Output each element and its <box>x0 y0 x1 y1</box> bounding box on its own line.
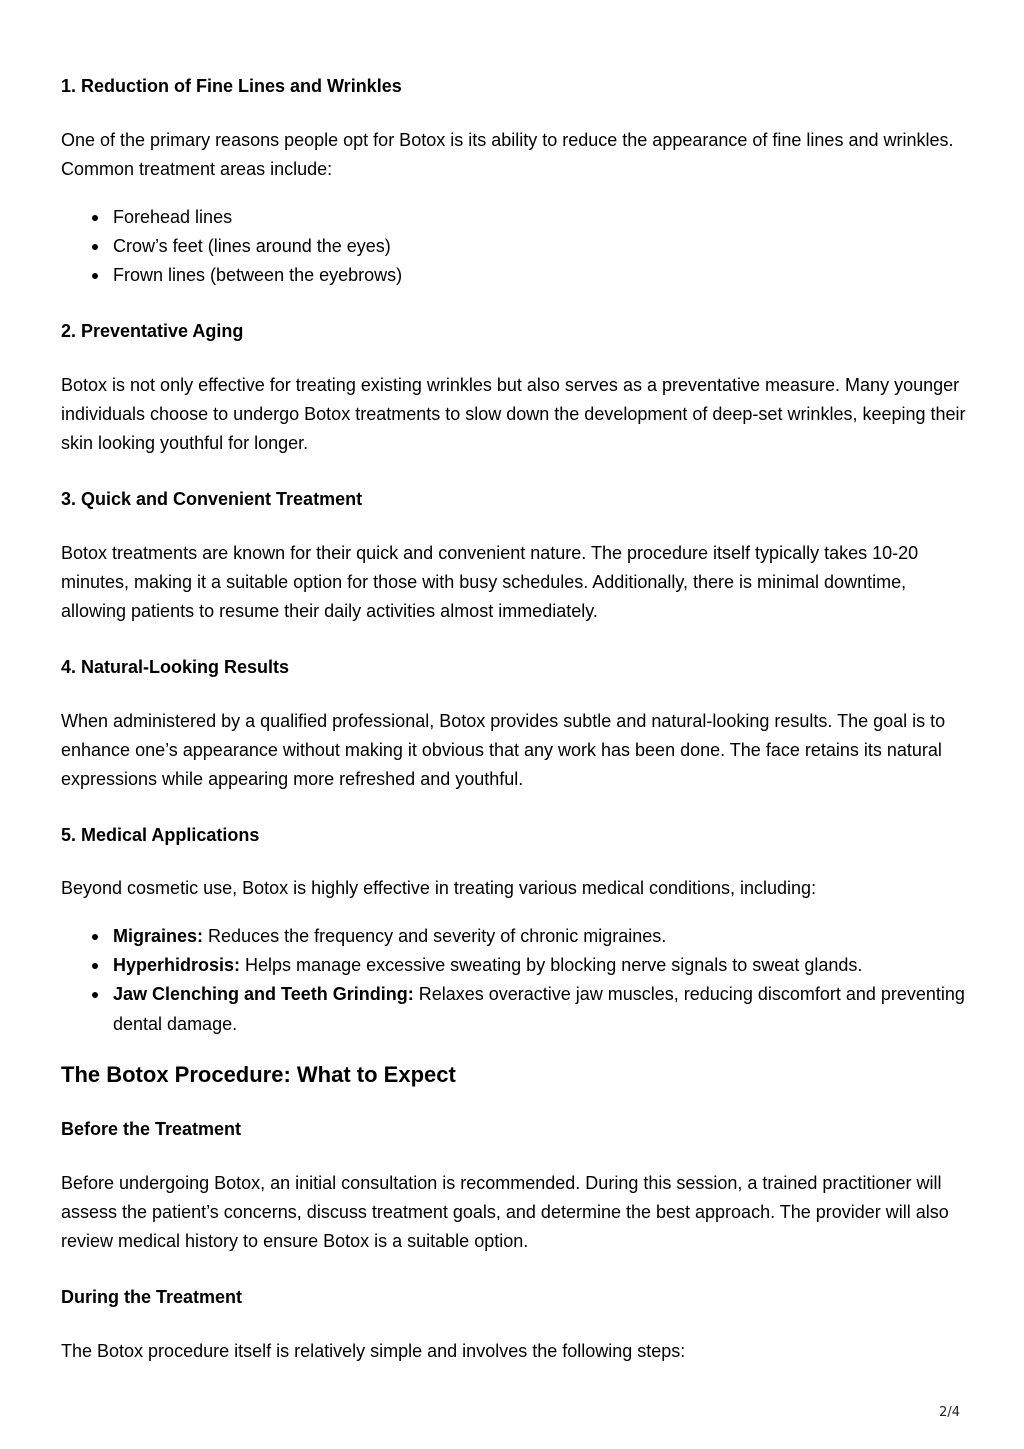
page-number: 2/4 <box>939 1405 960 1420</box>
bullet-icon <box>92 244 98 250</box>
before-treatment-body: Before undergoing Botox, an initial consultation is recommended. During this session, a trained practitioner will assess the patient’s concerns, discuss treatment goals, and determine the best approach. The provider will also review medical history to ensure Botox is a suitable option. <box>61 1173 949 1252</box>
list-item: Migraines: Reduces the frequency and severity of chronic migraines. <box>61 922 966 951</box>
section-body-quick: Botox treatments are known for their quick and convenient nature. The procedure itself typically takes 10-20 minutes, making it a suitable option for those with busy schedules. Additionally, there is minimal downtime, allowing patients to resume their daily activities almost immediately. <box>61 543 919 622</box>
bullet-icon <box>92 992 98 998</box>
list-item: Hyperhidrosis: Helps manage excessive sweating by blocking nerve signals to sweat glands. <box>61 951 966 980</box>
bullet-icon <box>92 273 98 279</box>
bullet-icon <box>92 215 98 221</box>
section-heading-reduction: 1. Reduction of Fine Lines and Wrinkles <box>61 76 402 96</box>
section-body-preventative: Botox is not only effective for treating existing wrinkles but also serves as a preventative measure. Many younger individuals choose to undergo Botox treatments to slow down the development of deep-set wrinkles, keeping their skin looking youthful for longer. <box>61 375 966 454</box>
section-body-natural: When administered by a qualified professional, Botox provides subtle and natural-looking results. The goal is to enhance one’s appearance without making it obvious that any work has been done. The face retains its natural expressions while appearing more refreshed and youthful. <box>61 711 946 790</box>
list-item: Jaw Clenching and Teeth Grinding: Relaxes overactive jaw muscles, reducing discomfort and preventing dental damage. <box>61 980 966 1038</box>
procedure-heading: The Botox Procedure: What to Expect <box>61 1062 456 1087</box>
medical-applications-list <box>61 922 966 1039</box>
bullet-icon <box>92 963 98 969</box>
section-body-reduction: One of the primary reasons people opt for Botox is its ability to reduce the appearance of fine lines and wrinkles. Common treatment areas include: <box>61 130 954 180</box>
during-treatment-body: The Botox procedure itself is relatively simple and involves the following steps: <box>61 1341 686 1361</box>
before-treatment-heading: Before the Treatment <box>61 1119 242 1139</box>
list-item: Forehead lines <box>61 203 966 232</box>
section-heading-quick: 3. Quick and Convenient Treatment <box>61 489 363 509</box>
treatment-areas-list <box>61 203 966 291</box>
section-heading-natural: 4. Natural-Looking Results <box>61 657 290 677</box>
list-item: Frown lines (between the eyebrows) <box>61 261 966 290</box>
section-heading-medical: 5. Medical Applications <box>61 825 260 845</box>
section-heading-preventative: 2. Preventative Aging <box>61 321 244 341</box>
during-treatment-heading: During the Treatment <box>61 1287 243 1307</box>
bullet-icon <box>92 934 98 940</box>
section-body-medical: Beyond cosmetic use, Botox is highly effective in treating various medical conditions, including: <box>61 878 817 898</box>
list-item: Crow’s feet (lines around the eyes) <box>61 232 966 261</box>
